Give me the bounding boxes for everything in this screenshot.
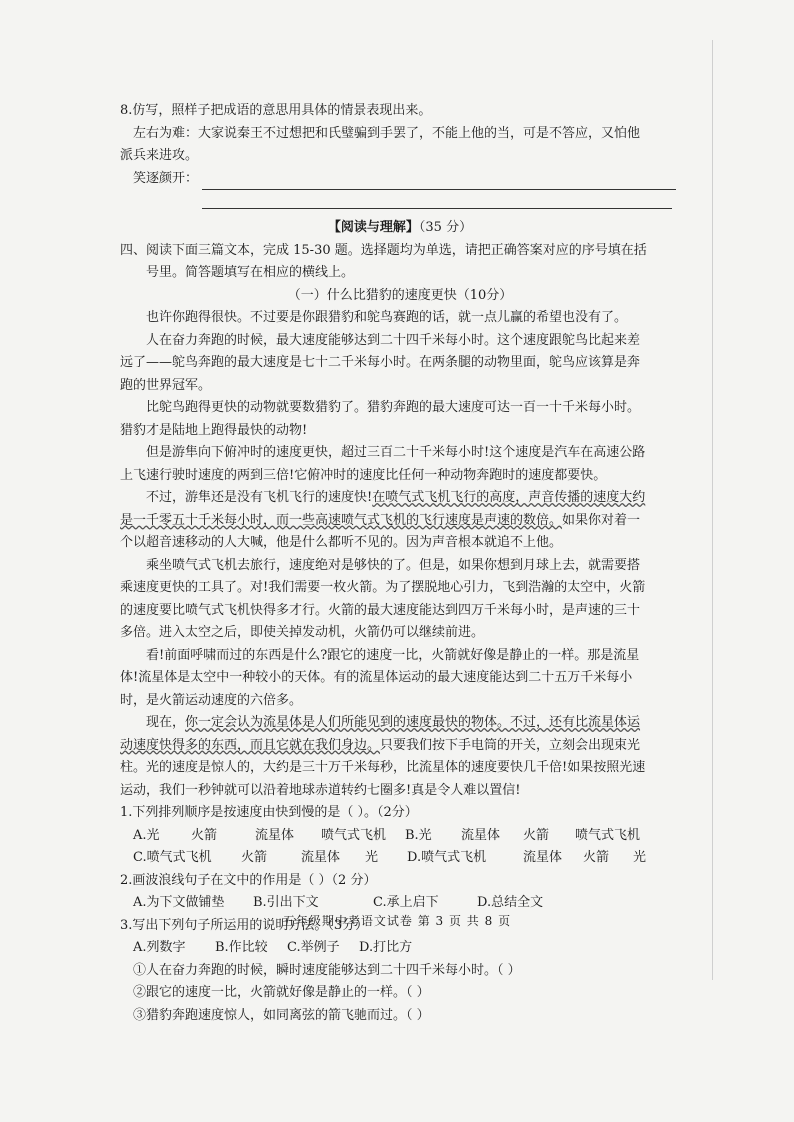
passage-p8-l2 <box>120 735 680 758</box>
q3-options <box>120 937 680 960</box>
q8-task <box>120 168 680 191</box>
q2-option-b[interactable]: B.引出下文 <box>253 895 319 910</box>
q1-option-a-item: 喷气式飞机 <box>321 827 387 843</box>
passage-p8-l4: 运动，我们一秒钟就可以沿着地球赤道转约七圈多!真是令人难以置信! <box>120 782 521 798</box>
q2-option-d[interactable]: D.总结全文 <box>477 895 544 910</box>
passage-p4-l2: 上飞速行驶时速度的两到三倍!它俯冲时的速度比任何一种动物奔跑时的速度都要快。 <box>120 467 607 483</box>
section-instruction-line2: 号里。简答题填写在相应的横线上。 <box>146 265 355 280</box>
q2-option-c[interactable]: C.承上启下 <box>373 895 439 910</box>
q1-option-d-item: 流星体 <box>523 850 563 865</box>
passage-p2-l3: 跑的世界冠军。 <box>120 377 212 393</box>
q1-option-a-item: 火箭 <box>191 827 218 843</box>
q1-option-c-item: 流星体 <box>301 850 341 865</box>
q1-option-a[interactable]: A.光 <box>133 827 160 843</box>
q1-option-b-item: 喷气式飞机 <box>575 827 641 843</box>
q1-option-d-item: 光 <box>633 850 647 865</box>
q3-sentence-1[interactable]: ①人在奋力奔跑的时候，瞬时速度能够达到二十四千米每小时。（ ） <box>133 962 521 978</box>
section-header <box>120 217 680 240</box>
passage-p7-l1: 看!前面呼啸而过的东西是什么?跟它的速度一比，火箭就好像是静止的一样。那是流星 <box>146 647 640 663</box>
q3-option-a: A.列数字 <box>133 940 186 955</box>
q1-options-row1 <box>120 825 680 848</box>
q1-option-b-item: 流星体 <box>461 827 501 843</box>
wavy-underline-sentence-1: 在喷气式飞机飞行的高度，声音传播的速度大约 <box>372 490 646 505</box>
q2-option-a[interactable]: A.为下文做铺垫 <box>133 895 225 910</box>
page-fold-line <box>712 40 713 980</box>
q3-option-b: B.作比较 <box>215 940 268 955</box>
q1-option-c-item: 火箭 <box>241 850 268 865</box>
q1-option-d[interactable]: D.喷气式飞机 <box>407 850 487 865</box>
passage-p4-l1: 但是游隼向下俯冲时的速度更快，超过三百二十千米每小时!这个速度是汽车在高速公路 <box>146 445 646 460</box>
passage-p3-l2: 猎豹才是陆地上跑得最快的动物! <box>120 422 308 438</box>
q3-option-c: C.举例子 <box>287 940 340 955</box>
exam-content <box>120 100 680 1027</box>
passage-p7-l2: 体!流星体是太空中一种较小的天体。有的流星体运动的最大速度能达到二十五万千米每小 <box>120 670 633 685</box>
section-instruction-line1: 四、阅读下面三篇文本，完成 15-30 题。选择题均为单选，请把正确答案对应的序号填在括 <box>120 242 647 258</box>
q1-option-c[interactable]: C.喷气式飞机 <box>133 850 212 865</box>
passage-p8-l2-b: 只要我们按下手电筒的开关，立刻会出现束光 <box>380 737 641 753</box>
q3-sentence-3[interactable]: ③猎豹奔跑速度惊人，如同离弦的箭飞驰而过。（ ） <box>133 1007 430 1023</box>
passage-p5-l2 <box>120 510 680 533</box>
q8-answer-line[interactable] <box>202 175 676 190</box>
passage-p5-l1-a: 不过，游隼还是没有飞机飞行的速度快! <box>146 490 373 505</box>
wavy-underline-sentence-4: 动速度快得多的东西，而且它就在我们身边。 <box>120 737 381 753</box>
passage-p6-l2: 乘速度更快的工具了。对!我们需要一枚火箭。为了摆脱地心引力，飞到浩瀚的太空中，火箭 <box>120 580 646 595</box>
passage-p6-l4: 多倍。进入太空之后，即使关掉发动机，火箭仍可以继续前进。 <box>120 625 485 640</box>
page-footer: 五年级期中考语文试卷 第 3 页 共 8 页 <box>282 914 512 928</box>
q1-option-b[interactable]: B.光 <box>405 827 432 843</box>
passage-p5-l2-b: 如果你对着一 <box>562 512 641 528</box>
q8-example-line2: 派兵来进攻。 <box>120 148 199 163</box>
passage-p2-l1: 人在奋力奔跑的时候，最大速度能够达到二十四千米每小时。这个速度跟鸵鸟比起来差 <box>146 332 641 348</box>
q1-option-d-item: 火箭 <box>583 850 610 865</box>
passage-p2-l2: 远了——鸵鸟奔跑的最大速度是七十二千米每小时。在两条腿的动物里面，鸵鸟应该算是奔 <box>120 355 641 370</box>
q8-example-line1: 左右为难：大家说秦王不过想把和氏璧骗到手罢了，不能上他的当，可是不答应，又怕他 <box>133 125 641 141</box>
passage-p8-l1-a: 现在， <box>146 715 186 730</box>
q8-task-label: 笑逐颜开： <box>133 170 199 186</box>
passage-p7-l3: 时，是火箭运动速度的六倍多。 <box>120 692 303 708</box>
passage-p1: 也许你跑得很快。不过要是你跟猎豹和鸵鸟赛跑的话，就一点儿赢的希望也没有了。 <box>146 310 628 325</box>
wavy-underline-sentence-3: 你一定会认为流星体是人们所能见到的速度最快的物体。不过，还有比流星体运 <box>185 715 641 730</box>
passage-title: （一）什么比猎豹的速度更快（10分） <box>287 287 513 303</box>
q1-option-a-item: 流星体 <box>255 827 295 843</box>
q8-answer-line-2[interactable] <box>202 194 672 209</box>
q1-stem: 1.下列排列顺序是按速度由快到慢的是（ ）。（2分） <box>120 805 418 820</box>
q3-stem: 3.写出下列句子所运用的说明方法。（3分） <box>120 917 369 933</box>
q1-option-c-item: 光 <box>365 850 379 865</box>
q8-title: 8.仿写，照样子把成语的意思用具体的情景表现出来。 <box>120 103 432 118</box>
passage-p5-l3: 个以超音速移动的人大喊，他是什么都听不见的。因为声音根本就追不上他。 <box>120 535 563 550</box>
passage-p6-l1: 乘坐喷气式飞机去旅行，速度绝对是够快的了。但是，如果你想到月球上去，就需要搭 <box>146 557 641 573</box>
q3-option-d: D.打比方 <box>359 940 413 955</box>
q2-stem: 2.画波浪线句子在文中的作用是（ ）（2 分） <box>120 872 377 888</box>
section-title: 【阅读与理解】 <box>327 220 419 235</box>
passage-p8-l3: 柱。光的速度是惊人的，大约是三十万千米每秒，比流星体的速度要快几千倍!如果按照光速 <box>120 760 646 775</box>
q3-sentence-2[interactable]: ②跟它的速度一比，火箭就好像是静止的一样。（ ） <box>133 985 430 1000</box>
passage-p8-l1 <box>120 712 680 735</box>
q1-option-b-item: 火箭 <box>523 827 550 843</box>
wavy-underline-sentence-2: 是一千零五十千米每小时，而一些高速喷气式飞机的飞行速度是声速的数倍。 <box>120 512 563 528</box>
passage-p5-l1 <box>120 487 680 510</box>
passage-p6-l3: 的速度要比喷气式飞机快得多才行。火箭的最大速度能达到四万千米每小时，是声速的三十 <box>120 602 641 618</box>
q1-options-row2 <box>120 847 680 870</box>
section-score: （35 分） <box>418 220 473 235</box>
passage-p3-l1: 比鸵鸟跑得更快的动物就要数猎豹了。猎豹奔跑的最大速度可达一百一十千米每小时。 <box>146 400 641 415</box>
